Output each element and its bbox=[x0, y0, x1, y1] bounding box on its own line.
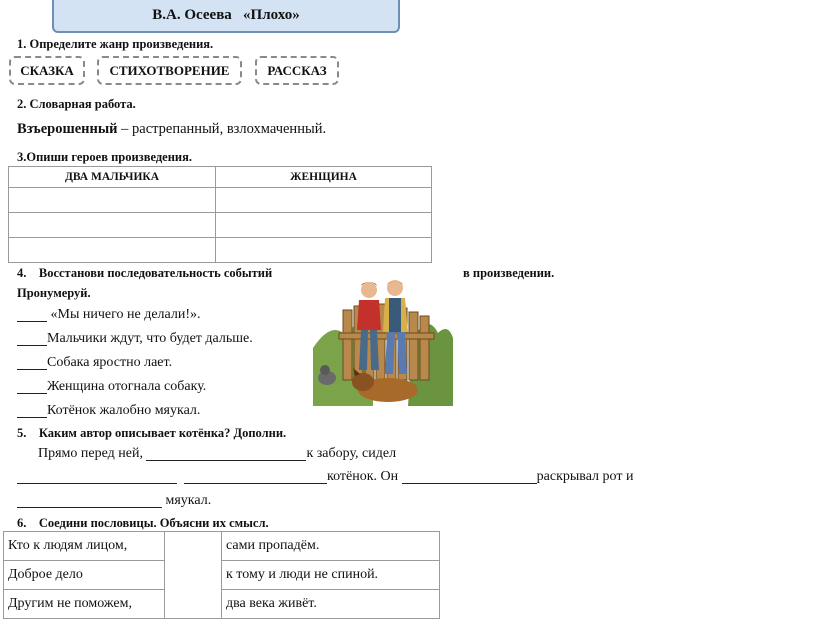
q4-heading-line2: Пронумеруй. bbox=[17, 286, 91, 300]
proverb-end-cell[interactable]: два века живёт. bbox=[222, 590, 440, 619]
q6-heading: 6. Соедини пословицы. Объясни их смысл. bbox=[17, 516, 269, 530]
order-number-input[interactable] bbox=[17, 307, 47, 322]
heroes-table bbox=[8, 166, 432, 263]
boys-cell[interactable] bbox=[9, 213, 216, 238]
order-number-input[interactable] bbox=[17, 331, 47, 346]
illustration-svg bbox=[313, 278, 453, 406]
vocab-entry bbox=[17, 121, 326, 138]
genre-option-rasskaz[interactable]: РАССКАЗ bbox=[255, 56, 339, 85]
q5-line-1 bbox=[38, 446, 396, 462]
woman-cell[interactable] bbox=[216, 238, 432, 263]
table-row bbox=[4, 590, 440, 619]
vocab-term: Взъерошенный bbox=[17, 121, 118, 137]
order-number-input[interactable] bbox=[17, 355, 47, 370]
genre-option-stikhotvorenie[interactable]: СТИХОТВОРЕНИЕ bbox=[97, 56, 242, 85]
order-item bbox=[17, 355, 172, 371]
woman-cell[interactable] bbox=[216, 188, 432, 213]
heroes-header-row bbox=[9, 167, 432, 188]
proverb-start-cell[interactable]: Другим не поможем, bbox=[4, 590, 165, 619]
order-item-text: «Мы ничего не делали!». bbox=[50, 307, 201, 322]
order-number-input[interactable] bbox=[17, 403, 47, 418]
vocab-definition: – растрепанный, взлохмаченный. bbox=[117, 121, 327, 137]
q4-heading-right: в произведении. bbox=[463, 266, 555, 280]
order-item-text: Мальчики ждут, что будет дальше. bbox=[47, 331, 253, 346]
boys-cell[interactable] bbox=[9, 238, 216, 263]
boys-cell[interactable] bbox=[9, 188, 216, 213]
q3-heading: 3.Опиши героев произведения. bbox=[17, 150, 192, 164]
woman-cell[interactable] bbox=[216, 213, 432, 238]
q5-line2-end: раскрывал рот и bbox=[536, 469, 634, 484]
q5-line1-end: к забору, сидел bbox=[306, 446, 397, 461]
order-item-text: Котёнок жалобно мяукал. bbox=[47, 403, 201, 418]
q5-line1-start: Прямо перед ней, bbox=[38, 446, 147, 461]
order-item bbox=[17, 307, 201, 323]
table-row bbox=[9, 188, 432, 213]
proverb-end-cell[interactable]: сами пропадём. bbox=[222, 532, 440, 561]
column-header-woman: ЖЕНЩИНА bbox=[216, 167, 432, 188]
q5-line2-mid: котёнок. Он bbox=[327, 469, 402, 484]
two-boys-and-dog-illustration bbox=[313, 278, 453, 406]
kitten-adjective-1-input[interactable] bbox=[17, 469, 177, 484]
kitten-adjective-2-input[interactable] bbox=[184, 469, 327, 484]
q5-line-2 bbox=[17, 469, 633, 485]
proverb-start-cell[interactable]: Доброе дело bbox=[4, 561, 165, 590]
q5-line-3 bbox=[17, 493, 211, 509]
genre-option-skazka[interactable]: СКАЗКА bbox=[9, 56, 85, 85]
order-item-text: Собака яростно лает. bbox=[47, 355, 173, 370]
order-item-text: Женщина отогнала собаку. bbox=[47, 379, 207, 394]
connect-area[interactable] bbox=[165, 532, 222, 619]
proverb-start-cell[interactable]: Кто к людям лицом, bbox=[4, 532, 165, 561]
kitten-where-input[interactable] bbox=[146, 446, 306, 461]
proverbs-table bbox=[3, 531, 440, 619]
q5-line3-end: мяукал. bbox=[162, 493, 212, 508]
q1-heading: 1. Определите жанр произведения. bbox=[17, 37, 214, 51]
table-row bbox=[9, 238, 432, 263]
q4-heading-left: 4. Восстанови последовательность событий bbox=[17, 266, 273, 280]
proverb-end-cell[interactable]: к тому и люди не спиной. bbox=[222, 561, 440, 590]
q5-heading: 5. Каким автор описывает котёнка? Дополни. bbox=[17, 426, 287, 440]
table-row bbox=[9, 213, 432, 238]
order-item bbox=[17, 331, 253, 347]
q2-heading: 2. Словарная работа. bbox=[17, 97, 136, 111]
table-row bbox=[4, 532, 440, 561]
page-title bbox=[52, 0, 400, 33]
kitten-mouth-input[interactable] bbox=[402, 469, 537, 484]
table-row bbox=[4, 561, 440, 590]
order-number-input[interactable] bbox=[17, 379, 47, 394]
order-item bbox=[17, 379, 206, 395]
kitten-meow-input[interactable] bbox=[17, 493, 162, 508]
order-item bbox=[17, 403, 200, 419]
column-header-boys: ДВА МАЛЬЧИКА bbox=[9, 167, 216, 188]
page-title-text: В.А. Осеева «Плохо» bbox=[152, 7, 300, 23]
